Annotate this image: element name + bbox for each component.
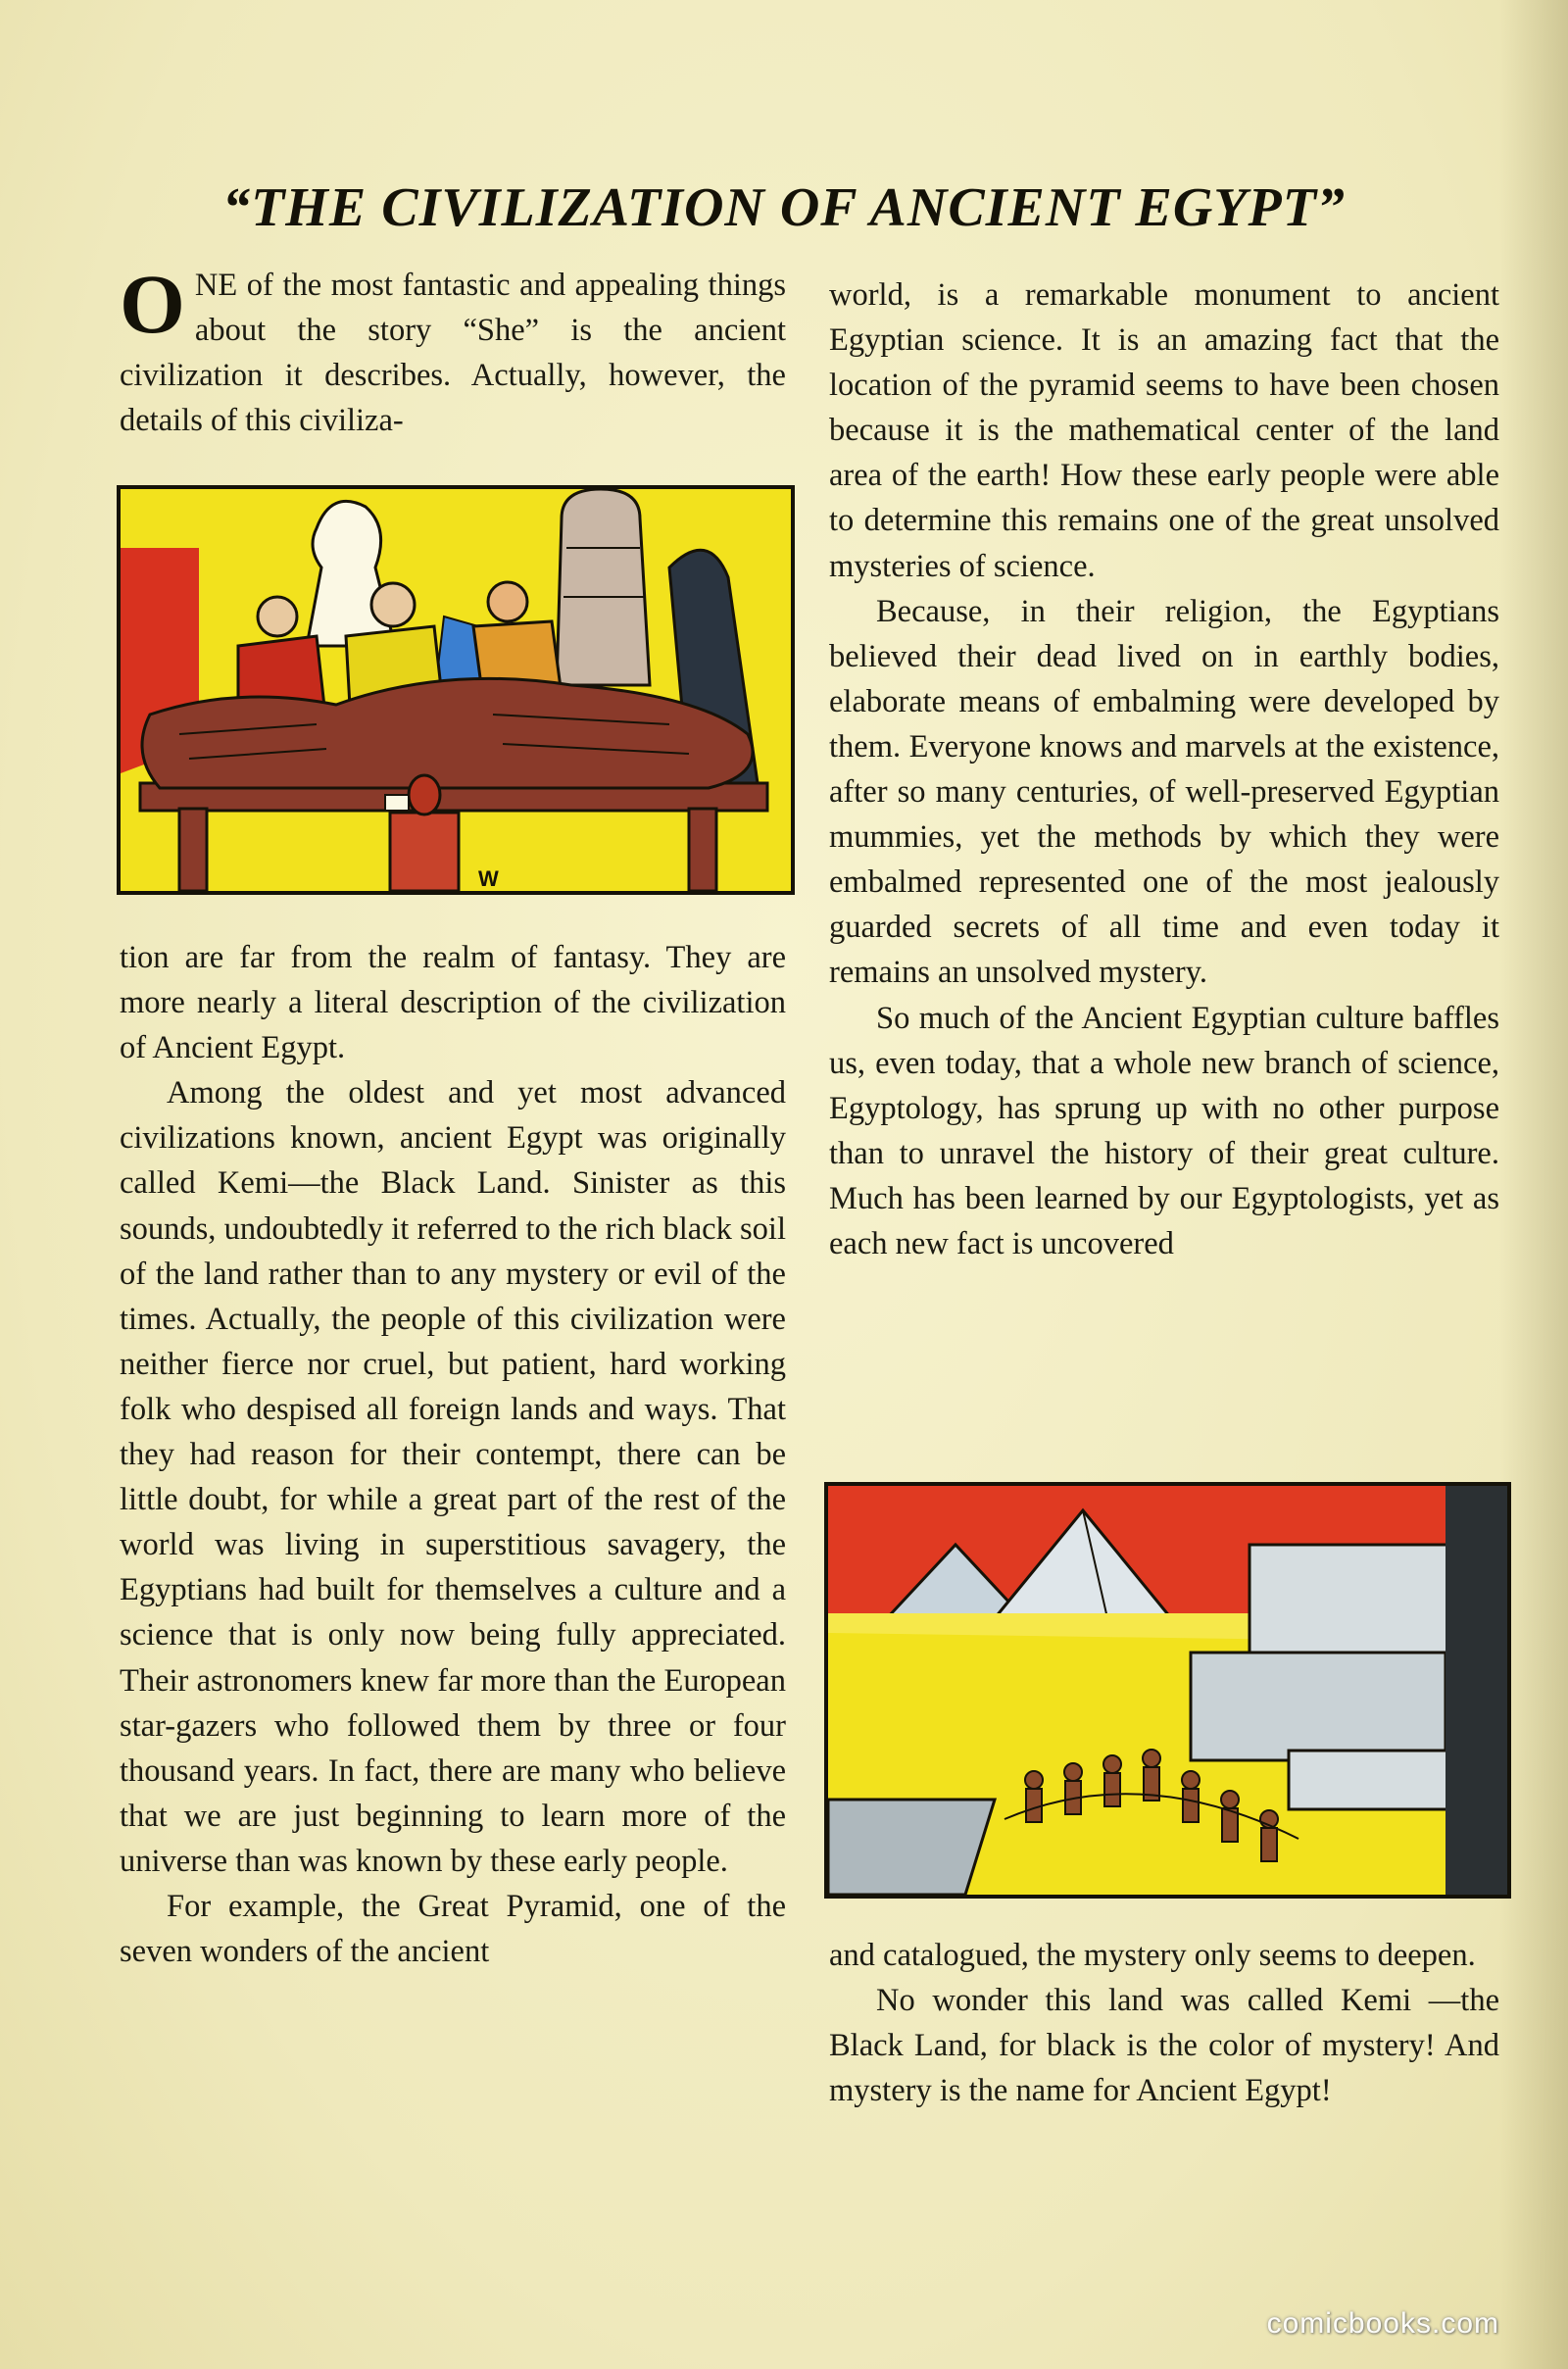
column-1-intro (120, 257, 786, 443)
drop-cap: O (120, 257, 185, 351)
column-1-body (120, 935, 786, 1974)
watermark-text: comicbooks.com (1266, 2307, 1499, 2340)
paragraph-5: So much of the Ancient Egyptian culture baffles us, even today, that a whole new branch of science, Egyptology, has sprung up with no other purpose than to unravel the history of their great culture. Much has been learned by our Egyptologists, yet as each new fact is uncovered (829, 1000, 1499, 1261)
paragraph-5-continuation: and catalogued, the mystery only seems to deepen. (829, 1938, 1476, 1973)
embalming-scene-drawing (121, 489, 791, 891)
paragraph-3: For example, the Great Pyramid, one of the seven wonders of the ancient (120, 1888, 786, 1970)
artist-signature: W (478, 866, 499, 891)
column-2-body (829, 272, 1499, 1266)
intro-text: NE of the most fantastic and appealing things about the story “She” is the ancient civilization it describes. Actually, however, the details of this civiliza- (120, 268, 786, 439)
pyramids-scene-drawing (828, 1486, 1507, 1895)
paragraph-2: Among the oldest and yet most advanced civilizations known, ancient Egypt was originally called Kemi—the Black Land. Sinister as this sounds, undoubtedly it referred to the rich black soil of the land rather than to any mystery or evil of the times. Actually, the people of this civilization were neither fierce nor cruel, but patient, hard working folk who despised all foreign lands and ways. That they had reason for their contempt, there can be little doubt, for while a great part of the rest of the world was living in superstitious savagery, the Egyptians had built for themselves a culture and a science that is only now being fully appreciated. Their astronomers knew far more than the European star-gazers who followed them by three or four thousand years. In fact, there are many who believe that we are just beginning to learn more of the universe than was known by these early people. (120, 1075, 786, 1879)
page-edge-shadow (1499, 0, 1568, 2369)
paragraph-1-continuation: tion are far from the realm of fantasy. They are more nearly a literal description of the civilization of Ancient Egypt. (120, 940, 786, 1066)
column-2-conclusion (829, 1933, 1499, 2113)
paragraph-6: No wonder this land was called Kemi —the Black Land, for black is the color of mystery! And mystery is the name for Ancient Egypt! (829, 1983, 1499, 2109)
illustration-embalming-panel (117, 485, 795, 895)
paragraph-4: Because, in their religion, the Egyptians believed their dead lived on in earthly bodies, elaborate means of embalming were developed by them. Everyone knows and marvels at the existence, after so many centuries, of well-preserved Egyptian mummies, yet the methods by which they were embalmed represented one of the most jealously guarded secrets of all time and even today it remains an unsolved mystery. (829, 593, 1499, 991)
article-title: “THE CIVILIZATION OF ANCIENT EGYPT” (222, 177, 1346, 238)
paragraph-3-continuation: world, is a remarkable monument to ancient Egyptian science. It is an amazing fact that the location of the pyramid seems to have been chosen because it is the mathematical center of the land area of the earth! How these early people were able to determine this remains one of the great unsolved mysteries of science. (829, 277, 1499, 584)
illustration-pyramids-panel (824, 1482, 1511, 1899)
